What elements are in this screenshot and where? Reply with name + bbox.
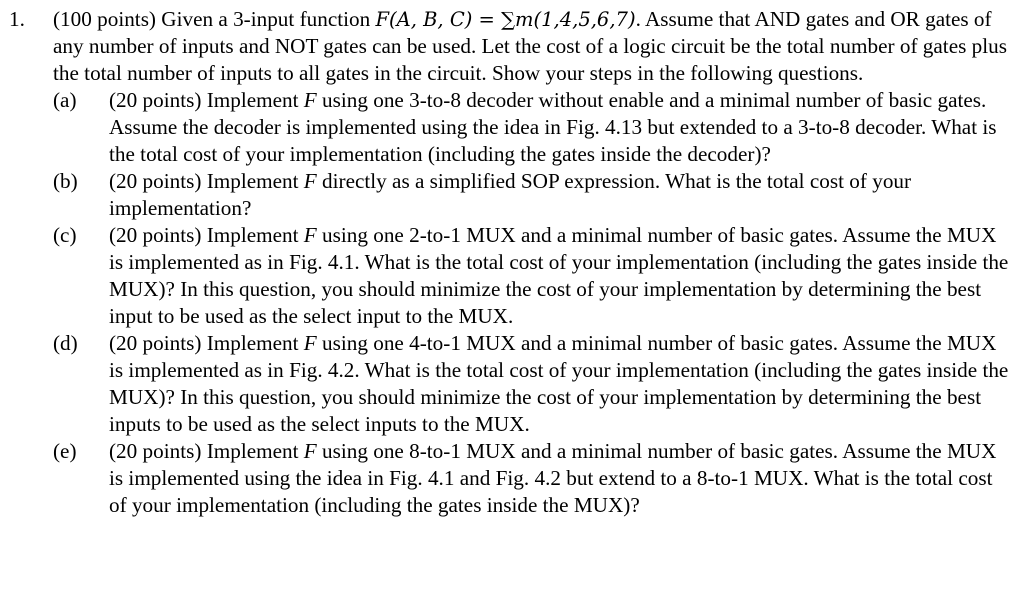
problem-1 <box>9 6 1014 519</box>
part-text <box>109 330 1014 438</box>
problem-points: (100 points) <box>53 7 156 31</box>
part-text-rest: using one 8-to-1 MUX and a minimal number of basic gates. Assume the MUX is implemented using the idea in Fig. 4.1 and Fig. 4.2 but extend to a 8-to-1 MUX. What is the total cost of your implementation (including the gates inside the MUX)? <box>109 439 997 517</box>
part-text <box>109 168 1014 222</box>
part-text <box>109 222 1014 330</box>
function-variable: F <box>303 331 317 355</box>
part-a <box>53 87 1014 168</box>
part-e <box>53 438 1014 519</box>
part-text <box>109 438 1014 519</box>
part-b <box>53 168 1014 222</box>
minterm-list: m(1,4,5,6,7) <box>515 8 636 31</box>
part-text-lead: (20 points) Implement <box>109 88 304 112</box>
part-text-lead: (20 points) Implement <box>109 169 304 193</box>
function-lhs: F(A, B, C) = <box>375 8 502 31</box>
part-c <box>53 222 1014 330</box>
part-label: (d) <box>53 331 78 355</box>
function-variable: F <box>303 439 317 463</box>
part-label: (a) <box>53 88 77 112</box>
function-variable: F <box>303 169 317 193</box>
problem-body <box>53 6 1014 519</box>
part-text-lead: (20 points) Implement <box>109 439 304 463</box>
part-text-lead: (20 points) Implement <box>109 331 304 355</box>
function-variable: F <box>303 88 317 112</box>
part-text-rest: directly as a simplified SOP expression. What is the total cost of your implementation? <box>109 169 912 220</box>
part-label: (e) <box>53 439 77 463</box>
problem-number: 1. <box>9 7 25 31</box>
part-text-rest: using one 4-to-1 MUX and a minimal number of basic gates. Assume the MUX is implemented as in Fig. 4.2. What is the total cost of your implementation (including the gates inside the MUX)? In this question, you should minimize the cost of your implementation by determining the best inputs to be used as the select inputs to the MUX. <box>109 331 1009 436</box>
part-text-rest: using one 2-to-1 MUX and a minimal number of basic gates. Assume the MUX is implemented as in Fig. 4.1. What is the total cost of your implementation (including the gates inside the MUX)? In this question, you should minimize the cost of your implementation by determining the best input to be used as the select input to the MUX. <box>109 223 1009 328</box>
function-definition <box>375 8 635 31</box>
part-text-lead: (20 points) Implement <box>109 223 304 247</box>
part-label: (c) <box>53 223 77 247</box>
problem-stem <box>53 6 1014 87</box>
part-d <box>53 330 1014 438</box>
sigma-symbol: ∑ <box>501 8 516 31</box>
stem-lead: Given a 3-input function <box>161 7 376 31</box>
function-variable: F <box>303 223 317 247</box>
question-parts <box>53 87 1014 519</box>
part-text-rest: using one 3-to-8 decoder without enable and a minimal number of basic gates. Assume the decoder is implemented using the idea in Fig. 4.13 but extended to a 3-to-8 decoder. What is the total cost of your implementation (including the gates inside the decoder)? <box>109 88 997 166</box>
part-label: (b) <box>53 169 78 193</box>
part-text <box>109 87 1014 168</box>
stem-rest: . Assume that AND gates and OR gates of any number of inputs and NOT gates can be used. Let the cost of a logic circuit be the total number of gates plus the total number of inputs to all gates in the circuit. Show your steps in the following questions. <box>53 7 1007 85</box>
